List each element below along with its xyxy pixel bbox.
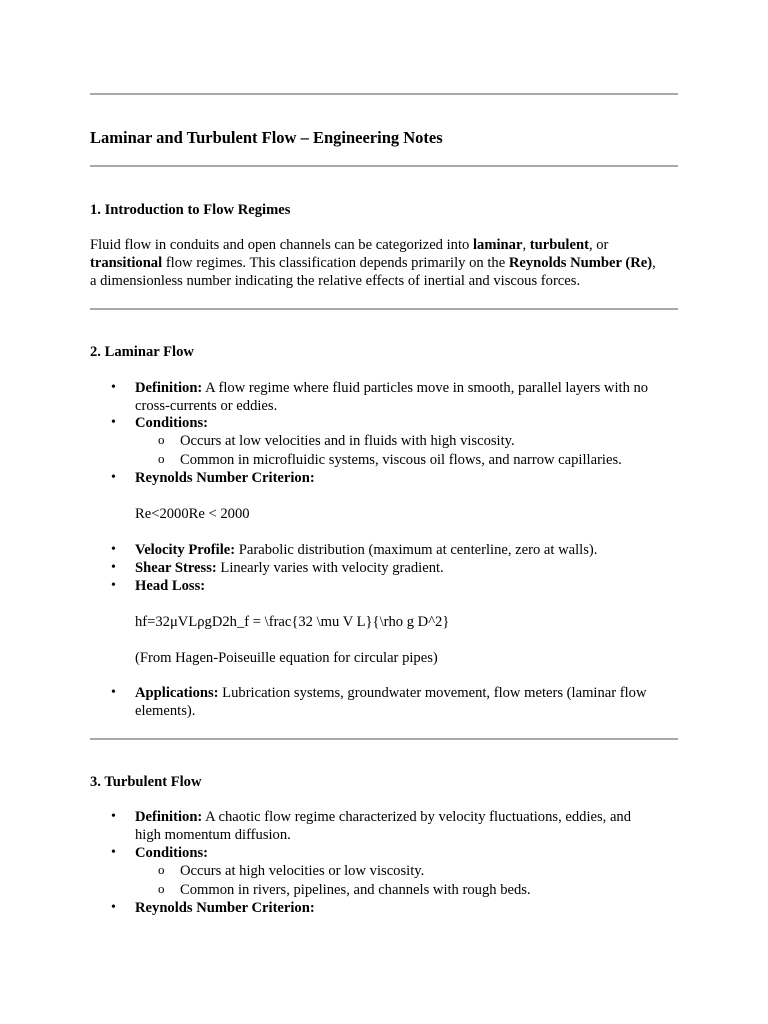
bullet-icon: • (111, 845, 116, 860)
laminar-shear-stress (135, 559, 444, 577)
turbulent-definition-text: A chaotic flow regime characterized by velocity fluctuations, eddies, and (202, 809, 632, 825)
section-heading-turbulent: 3. Turbulent Flow (90, 774, 202, 790)
intro-bold-laminar: laminar (472, 237, 523, 253)
laminar-headloss-label-text: Head Loss: (135, 578, 206, 594)
laminar-velocity-profile (135, 541, 597, 559)
intro-line-3: a dimensionless number indicating the relative effects of inertial and viscous forces. (90, 273, 581, 289)
turbulent-conditions-label (135, 844, 208, 862)
horizontal-rule (90, 93, 678, 95)
intro-bold-turbulent: turbulent (529, 237, 589, 253)
horizontal-rule (90, 738, 678, 740)
intro-text: Fluid flow in conduits and open channels can be categorized into (90, 237, 473, 253)
laminar-re-label (135, 469, 315, 487)
laminar-definition (135, 379, 648, 397)
laminar-headloss-label (135, 577, 205, 595)
laminar-re-formula: Re<2000Re < 2000 (135, 506, 250, 522)
bullet-icon: • (111, 809, 116, 824)
intro-text: , (522, 237, 530, 253)
intro-line-2 (90, 254, 656, 272)
laminar-re-label-text: Reynolds Number Criterion: (135, 470, 315, 486)
bullet-icon: • (111, 470, 116, 485)
laminar-applications (135, 684, 647, 702)
intro-bold-reynolds: Reynolds Number (Re) (508, 255, 653, 271)
sub-bullet-icon: o (158, 881, 165, 896)
turbulent-re-label-text: Reynolds Number Criterion: (135, 900, 315, 916)
laminar-condition-item: Common in microfluidic systems, viscous oil flows, and narrow capillaries. (180, 452, 622, 468)
bullet-icon: • (111, 578, 116, 593)
horizontal-rule (90, 308, 678, 310)
turbulent-definition (135, 808, 631, 826)
laminar-velocity-text: Parabolic distribution (maximum at centerline, zero at walls). (235, 542, 598, 558)
sub-bullet-icon: o (158, 432, 165, 447)
sub-bullet-icon: o (158, 862, 165, 877)
laminar-headloss-formula: hf=32μVLρgD2h_f = \frac{32 \mu V L}{\rho g D^2} (135, 614, 450, 630)
laminar-shear-label: Shear Stress: (135, 560, 217, 576)
laminar-applications-text: Lubrication systems, groundwater movement, flow meters (laminar flow (218, 685, 647, 701)
turbulent-definition-cont: high momentum diffusion. (135, 827, 291, 843)
laminar-applications-cont: elements). (135, 703, 196, 719)
turbulent-conditions-label-text: Conditions: (135, 845, 208, 861)
laminar-definition-cont: cross-currents or eddies. (135, 398, 278, 414)
page-title: Laminar and Turbulent Flow – Engineering Notes (90, 128, 443, 147)
laminar-headloss-note: (From Hagen-Poiseuille equation for circular pipes) (135, 650, 438, 666)
bullet-icon: • (111, 415, 116, 430)
horizontal-rule (90, 165, 678, 167)
sub-bullet-icon: o (158, 451, 165, 466)
laminar-conditions-label (135, 414, 208, 432)
turbulent-definition-label: Definition: (135, 809, 203, 825)
laminar-applications-label: Applications: (135, 685, 219, 701)
intro-line-1 (90, 236, 608, 254)
bullet-icon: • (111, 560, 116, 575)
intro-text: , (652, 255, 656, 271)
turbulent-condition-item: Common in rivers, pipelines, and channels with rough beds. (180, 882, 531, 898)
laminar-conditions-label-text: Conditions: (135, 415, 208, 431)
intro-text: flow regimes. This classification depends primarily on the (162, 255, 509, 271)
intro-text: , or (588, 237, 609, 253)
laminar-velocity-label: Velocity Profile: (135, 542, 236, 558)
laminar-shear-text: Linearly varies with velocity gradient. (216, 560, 444, 576)
bullet-icon: • (111, 900, 116, 915)
turbulent-re-label (135, 899, 315, 917)
section-heading-intro: 1. Introduction to Flow Regimes (90, 202, 291, 218)
laminar-definition-text: A flow regime where fluid particles move in smooth, parallel layers with no (202, 380, 649, 396)
turbulent-condition-item: Occurs at high velocities or low viscosity. (180, 863, 425, 879)
bullet-icon: • (111, 685, 116, 700)
bullet-icon: • (111, 380, 116, 395)
section-heading-laminar: 2. Laminar Flow (90, 344, 194, 360)
bullet-icon: • (111, 542, 116, 557)
laminar-condition-item: Occurs at low velocities and in fluids with high viscosity. (180, 433, 515, 449)
laminar-definition-label: Definition: (135, 380, 203, 396)
intro-bold-transitional: transitional (90, 255, 163, 271)
